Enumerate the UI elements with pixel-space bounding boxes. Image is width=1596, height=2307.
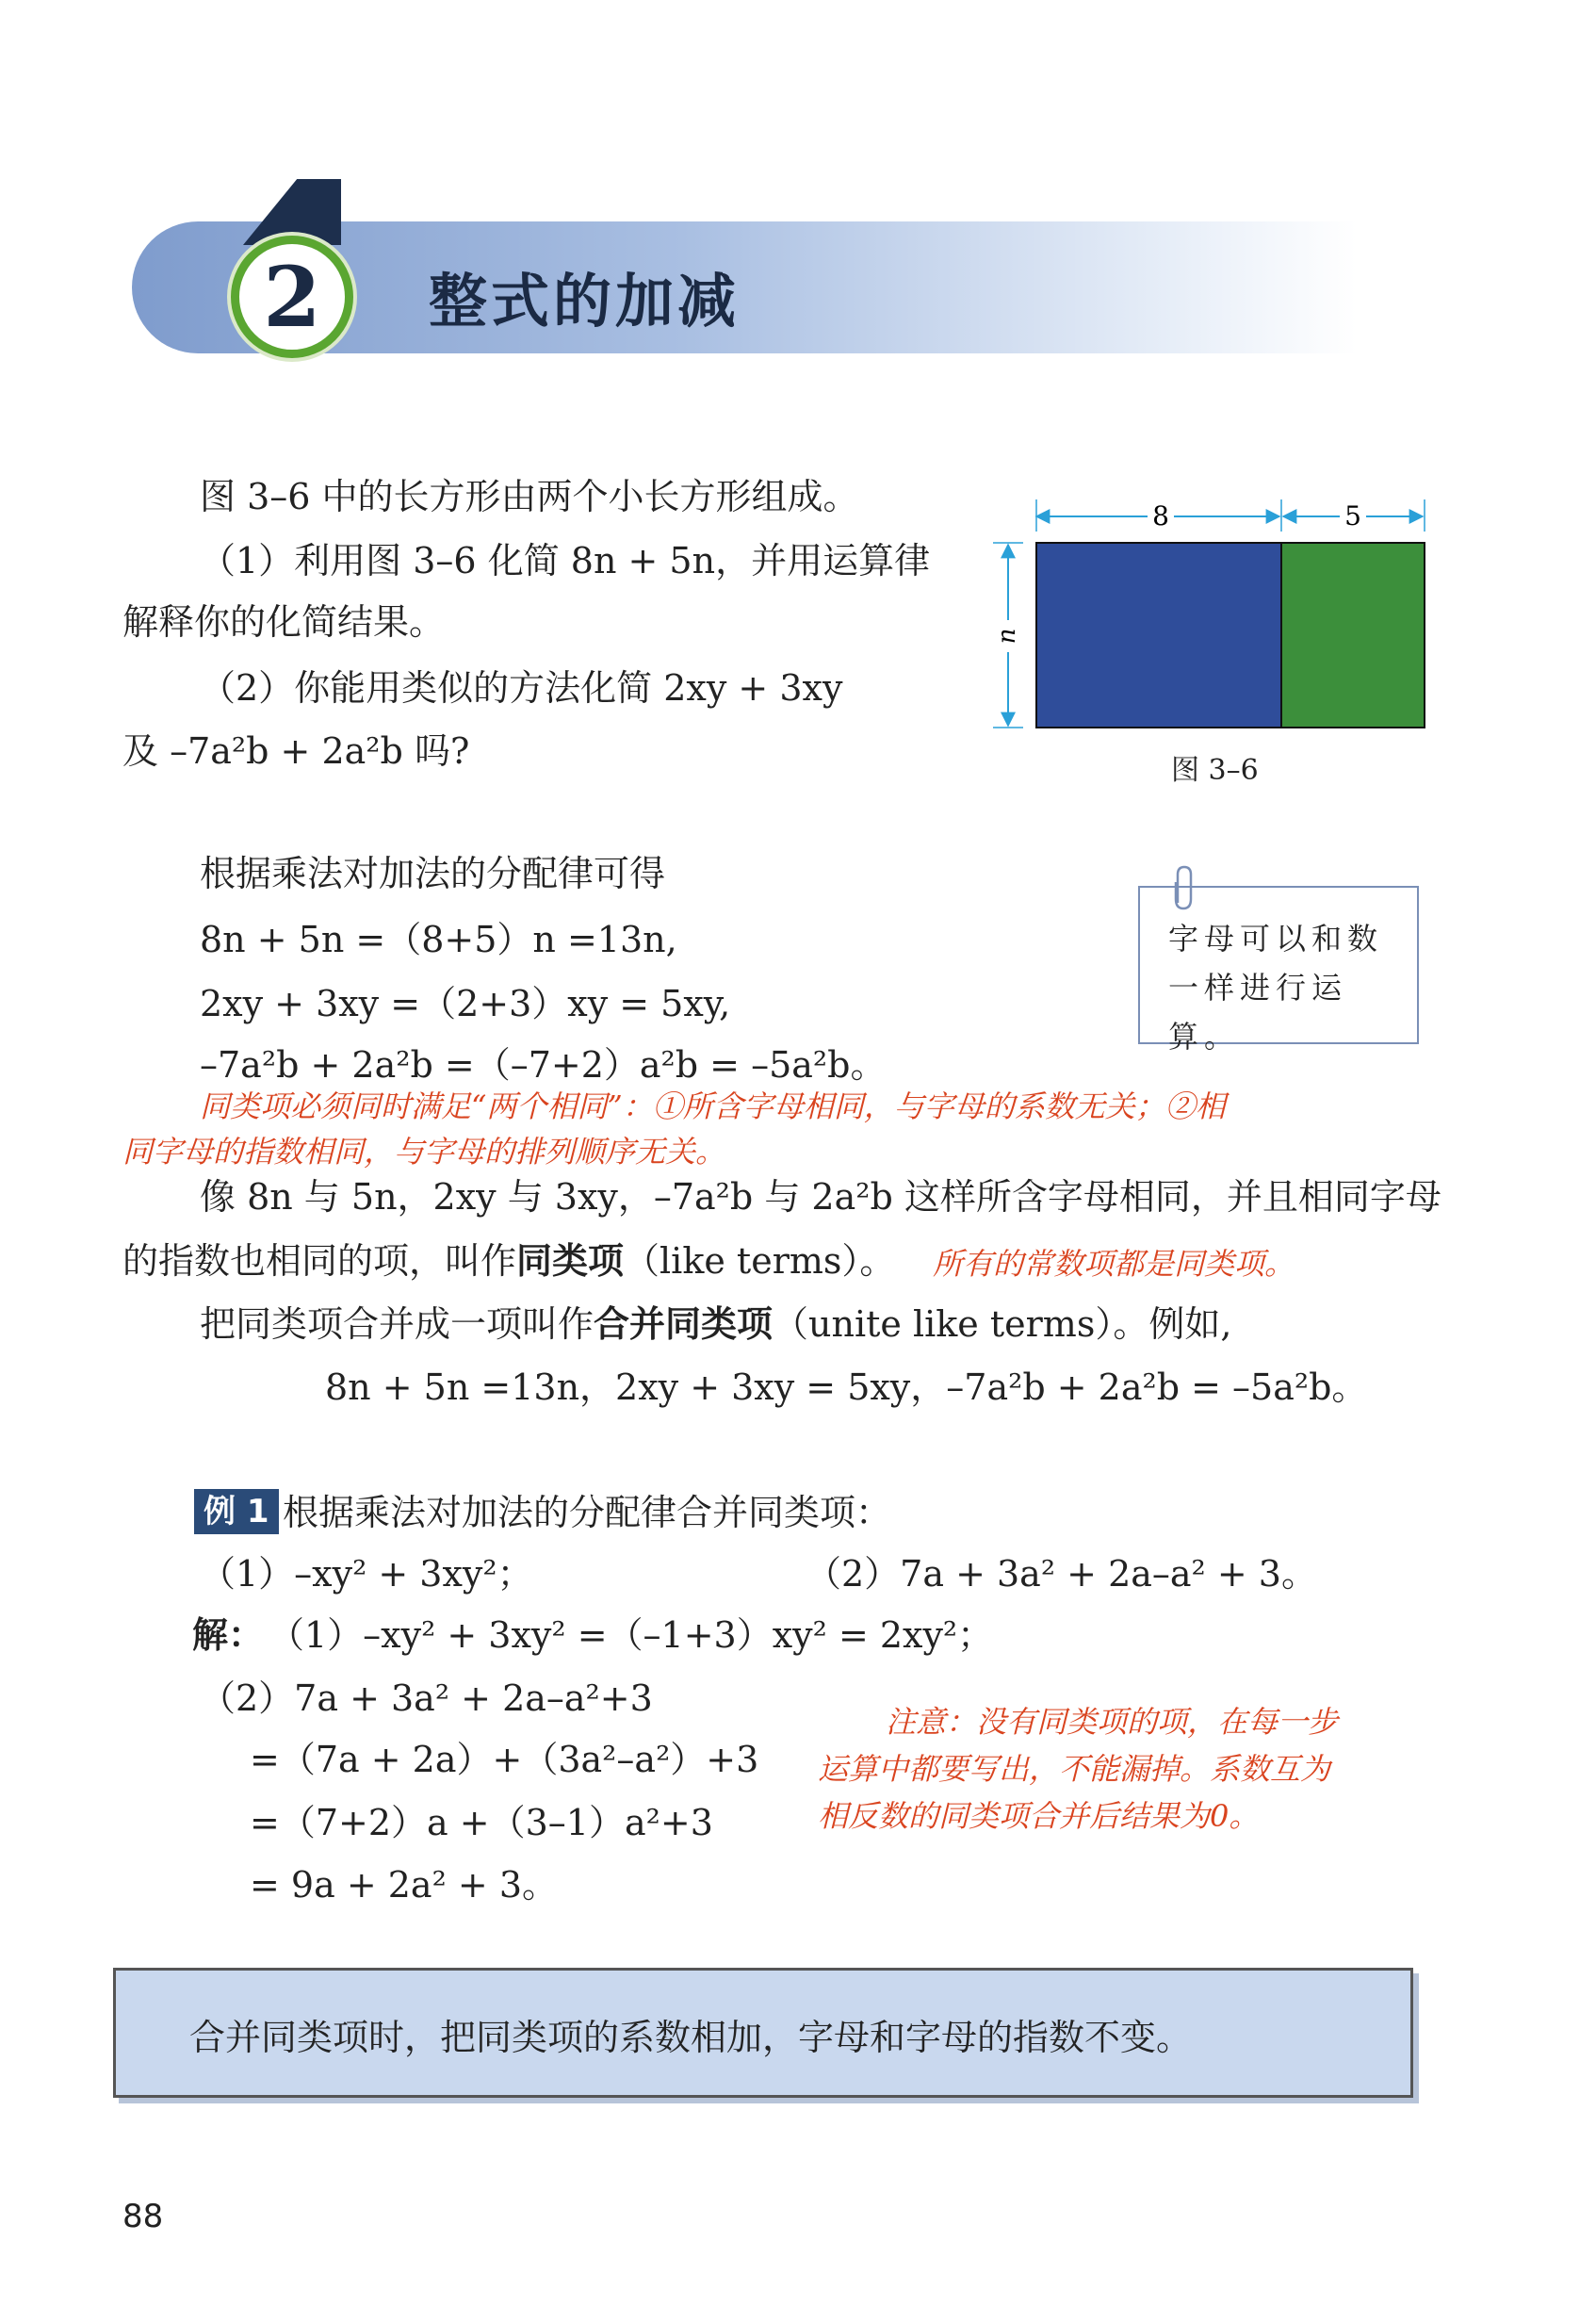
definition-line-2 [122,1240,895,1284]
right-rectangle [1281,543,1425,728]
note2-line-2: 运算中都要写出，不能漏掉。系数互为 [818,1751,1331,1787]
intro-line-1: 图 3–6 中的长方形由两个小长方形组成。 [200,476,859,517]
intro-line-5: 及 –7a²b + 2a²b 吗? [122,730,470,772]
section-number-badge: 2 [231,236,353,358]
definition-line-3-post: （unite like terms）。例如, [773,1303,1232,1345]
derivation-line-3: 2xy + 3xy =（2+3）xy = 5xy, [200,983,731,1024]
section-title: 整式的加减 [429,267,741,335]
definition-line-2-pre: 的指数也相同的项，叫作 [122,1240,517,1282]
note2-line-1: 注意：没有同类项的项，在每一步 [886,1704,1339,1740]
width-label-8: 8 [1152,500,1169,532]
solution-line-3: =（7a + 2a）+（3a²–a²）+3 [250,1739,759,1780]
paperclip-icon [1168,865,1200,912]
derivation-line-1: 根据乘法对加法的分配律可得 [200,853,666,894]
solution-label: 解： [192,1614,265,1656]
tip-box [1138,886,1419,1055]
tip-text [1168,914,1417,1061]
term-unite-like-terms: 合并同类项 [594,1303,774,1345]
intro-line-2: （1）利用图 3–6 化简 8n + 5n，并用运算律 [200,540,931,581]
note2-line-3: 相反数的同类项合并后结果为0。 [818,1798,1260,1834]
example-question-2: （2）7a + 3a² + 2a–a² + 3。 [806,1553,1317,1595]
definition-line-2-post: （like terms）。 [624,1240,896,1282]
figure-caption: 图 3–6 [1171,754,1259,787]
constant-terms-note: 所有的常数项都是同类项。 [933,1246,1295,1282]
example-prompt: 根据乘法对加法的分配律合并同类项： [283,1492,892,1533]
example-label: 例 1 [194,1489,279,1534]
summary-box [113,1968,1413,2098]
tip-line-1: 字母可以和数 [1168,921,1384,957]
left-rectangle [1036,543,1281,728]
solution-line-1: （1）–xy² + 3xy² =（–1+3）xy² = 2xy²； [269,1614,994,1656]
definition-line-3 [200,1303,1231,1347]
intro-line-4: （2）你能用类似的方法化简 2xy + 3xy [200,667,843,709]
width-label-5: 5 [1344,500,1361,532]
term-like-terms: 同类项 [516,1240,625,1282]
summary-text: 合并同类项时，把同类项的系数相加，字母和字母的指数不变。 [189,2017,1193,2058]
tip-line-2: 一样进行运算。 [1168,970,1348,1055]
definition-examples: 8n + 5n =13n，2xy + 3xy = 5xy，–7a²b + 2a²b = –5a²b。 [325,1366,1368,1408]
intro-line-3: 解释你的化简结果。 [122,601,446,643]
solution-line-4: =（7+2）a +（3–1）a²+3 [250,1802,713,1843]
solution-line-2: （2）7a + 3a² + 2a–a²+3 [200,1677,653,1719]
height-label-n: n [993,628,1021,645]
example-question-1: （1）–xy² + 3xy²； [200,1553,533,1595]
note1-line-1: 同类项必须同时满足“两个相同”：①所含字母相同，与字母的系数无关；②相 [200,1088,1226,1124]
derivation-line-4: –7a²b + 2a²b =（–7+2）a²b = –5a²b。 [200,1044,887,1086]
definition-line-1: 像 8n 与 5n，2xy 与 3xy，–7a²b 与 2a²b 这样所含字母相同，并且相同字母 [200,1176,1441,1218]
definition-line-3-pre: 把同类项合并成一项叫作 [200,1303,594,1345]
note1-line-2: 同字母的指数相同，与字母的排列顺序无关。 [122,1134,726,1170]
derivation-line-2: 8n + 5n =（8+5）n =13n, [200,919,677,960]
solution-line-5: = 9a + 2a² + 3。 [250,1864,558,1906]
page-number: 88 [122,2198,164,2235]
